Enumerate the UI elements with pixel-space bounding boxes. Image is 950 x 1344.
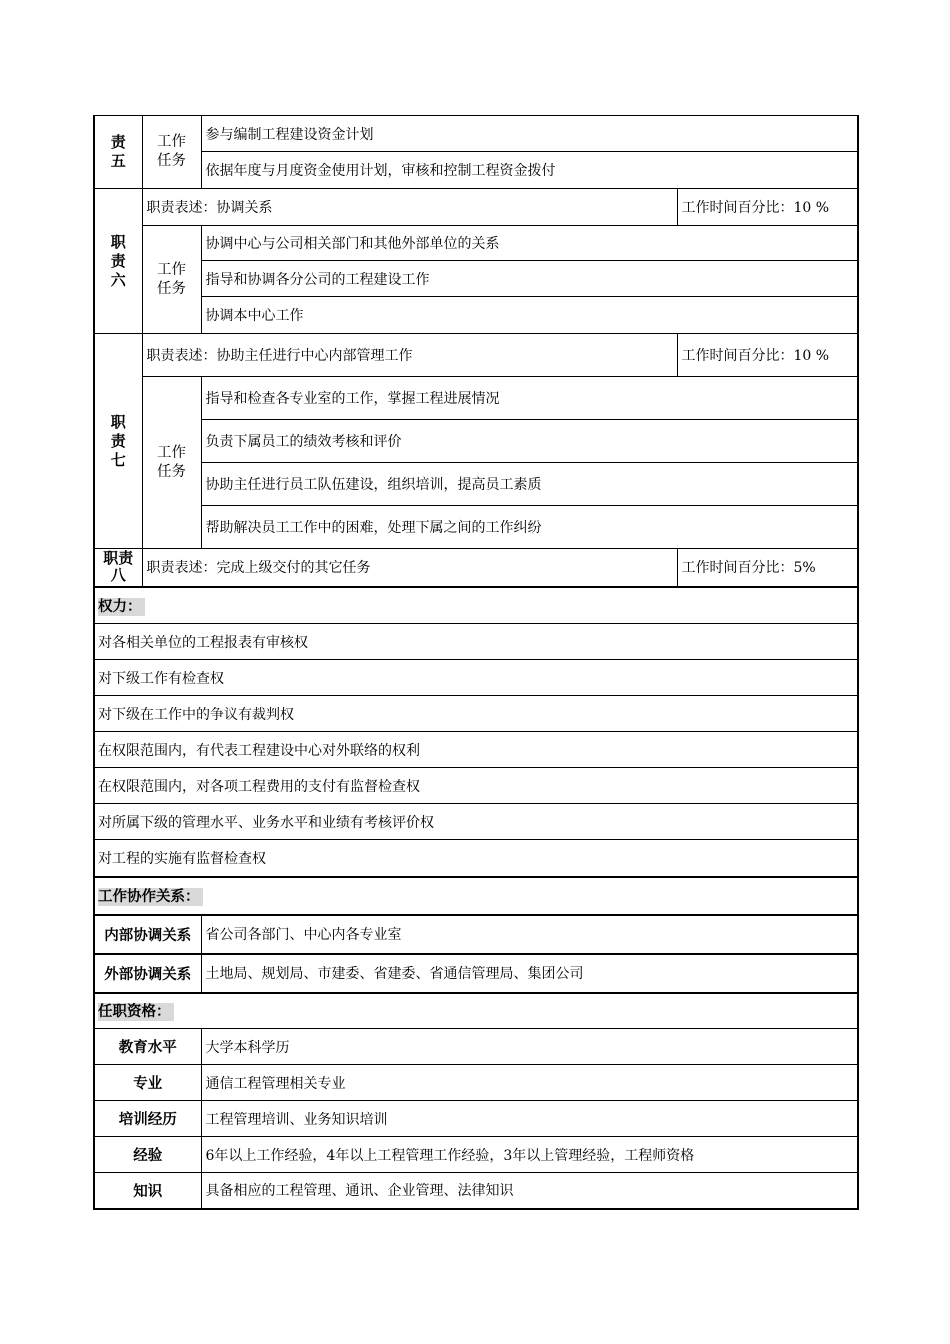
education-value: 大学本科学历 [201,1029,858,1065]
resp5-task-2: 依据年度与月度资金使用计划，审核和控制工程资金拨付 [201,152,858,189]
resp7-task-4: 帮助解决员工工作中的困难，处理下属之间的工作纠纷 [201,506,858,549]
resp5-task-row-2 [94,152,858,189]
authority-heading: 权力： [94,587,858,624]
qualification-row [94,1101,858,1137]
major-label: 专业 [94,1065,201,1101]
resp7-task-row-4 [94,506,858,549]
authority-item-2: 对下级工作有检查权 [94,660,858,696]
authority-item-4: 在权限范围内，有代表工程建设中心对外联络的权利 [94,732,858,768]
authority-item-5: 在权限范围内，对各项工程费用的支付有监督检查权 [94,768,858,804]
qualifications-heading: 任职资格： [94,993,858,1029]
resp5-task-row-1 [94,116,858,152]
resp7-task-1: 指导和检查各专业室的工作，掌握工程进展情况 [201,377,858,420]
resp6-task-row-1 [94,226,858,261]
resp7-task-row-3 [94,463,858,506]
authority-row [94,732,858,768]
authority-row [94,624,858,660]
resp6-label: 职 责 六 [94,189,142,334]
internal-coordination-value: 省公司各部门、中心内各专业室 [201,915,858,954]
experience-label: 经验 [94,1137,201,1173]
resp5-task-label: 工作 任务 [142,116,201,189]
authority-heading-row [94,587,858,624]
resp6-task-row-2 [94,261,858,297]
authority-item-7: 对工程的实施有监督检查权 [94,840,858,877]
resp6-task-2: 指导和协调各分公司的工程建设工作 [201,261,858,297]
knowledge-label: 知识 [94,1173,201,1209]
authority-item-6: 对所属下级的管理水平、业务水平和业绩有考核评价权 [94,804,858,840]
qualifications-heading-row [94,993,858,1029]
resp7-task-3: 协助主任进行员工队伍建设，组织培训，提高员工素质 [201,463,858,506]
resp6-task-1: 协调中心与公司相关部门和其他外部单位的关系 [201,226,858,261]
resp6-description: 职责表述：协调关系 [142,189,677,226]
authority-row [94,660,858,696]
authority-row [94,804,858,840]
resp7-description: 职责表述：协助主任进行中心内部管理工作 [142,334,677,377]
resp7-task-label: 工作 任务 [142,377,201,549]
resp6-percent: 工作时间百分比：10 % [677,189,858,226]
external-coordination-value: 土地局、规划局、市建委、省建委、省通信管理局、集团公司 [201,954,858,993]
major-value: 通信工程管理相关专业 [201,1065,858,1101]
cooperation-heading-row [94,877,858,915]
resp7-task-2: 负责下属员工的绩效考核和评价 [201,420,858,463]
qualification-row [94,1065,858,1101]
authority-row [94,840,858,877]
qualification-row [94,1029,858,1065]
authority-item-1: 对各相关单位的工程报表有审核权 [94,624,858,660]
resp7-task-row-1 [94,377,858,420]
resp7-desc-row [94,334,858,377]
resp6-task-3: 协调本中心工作 [201,297,858,334]
resp5-label: 责 五 [94,116,142,189]
experience-value: 6年以上工作经验，4年以上工程管理工作经验，3年以上管理经验，工程师资格 [201,1137,858,1173]
resp8-description: 职责表述：完成上级交付的其它任务 [142,549,677,587]
qualification-row [94,1173,858,1209]
resp8-percent: 工作时间百分比：5% [677,549,858,587]
cooperation-row-external [94,954,858,993]
job-description-table [93,115,859,1210]
resp8-row [94,549,858,587]
training-label: 培训经历 [94,1101,201,1137]
cooperation-row-internal [94,915,858,954]
cooperation-heading: 工作协作关系： [94,877,858,915]
training-value: 工程管理培训、业务知识培训 [201,1101,858,1137]
internal-coordination-label: 内部协调关系 [94,915,201,954]
resp7-task-row-2 [94,420,858,463]
authority-row [94,696,858,732]
education-label: 教育水平 [94,1029,201,1065]
resp5-task-1: 参与编制工程建设资金计划 [201,116,858,152]
knowledge-value: 具备相应的工程管理、通讯、企业管理、法律知识 [201,1173,858,1209]
authority-item-3: 对下级在工作中的争议有裁判权 [94,696,858,732]
qualification-row [94,1137,858,1173]
external-coordination-label: 外部协调关系 [94,954,201,993]
resp7-label: 职 责 七 [94,334,142,549]
resp6-task-label: 工作 任务 [142,226,201,334]
resp7-percent: 工作时间百分比：10 % [677,334,858,377]
resp6-desc-row [94,189,858,226]
resp8-label: 职责 八 [94,549,142,587]
job-description-page [93,115,857,1210]
resp6-task-row-3 [94,297,858,334]
authority-row [94,768,858,804]
